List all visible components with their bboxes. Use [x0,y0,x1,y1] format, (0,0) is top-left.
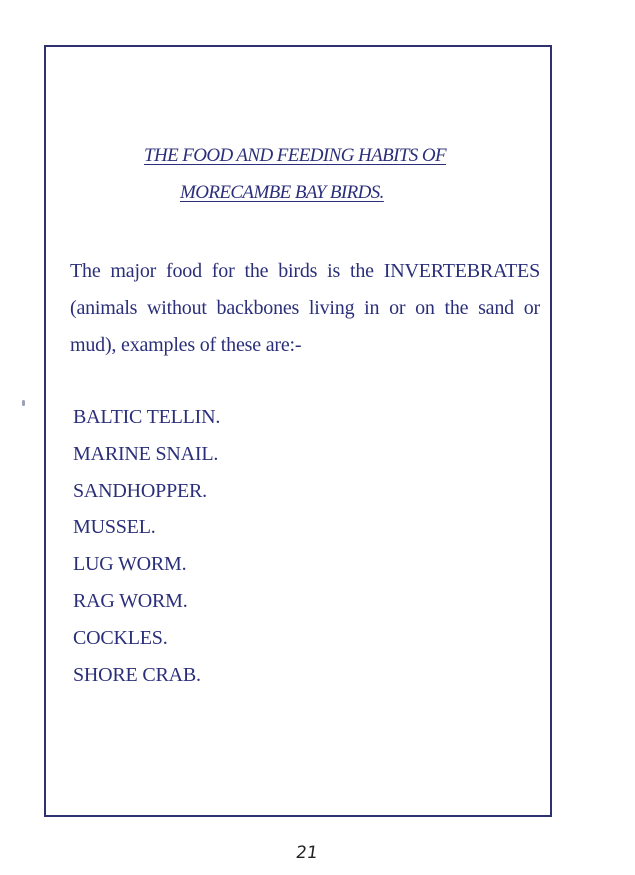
list-item: RAG WORM. [73,589,188,612]
title-line-2: MORECAMBE BAY BIRDS. [180,182,384,203]
list-item: BALTIC TELLIN. [73,406,221,428]
scan-speck [22,400,25,406]
list-item: LUG WORM. [73,553,187,576]
list-item: SHORE CRAB. [73,663,201,686]
page-border-frame [44,45,552,817]
list-item: SANDHOPPER. [73,479,207,502]
title-line-1: THE FOOD AND FEEDING HABITS OF [144,145,446,166]
list-item: MUSSEL. [73,516,156,539]
page-number: 21 [294,843,320,863]
list-item: MARINE SNAIL. [73,442,219,465]
invertebrate-list [73,399,220,693]
list-item: COCKLES. [73,626,168,649]
intro-paragraph: The major food for the birds is the INVERTEBRATES (animals without backbones living in or on the sand or mud), examples of these are:- [70,260,540,356]
